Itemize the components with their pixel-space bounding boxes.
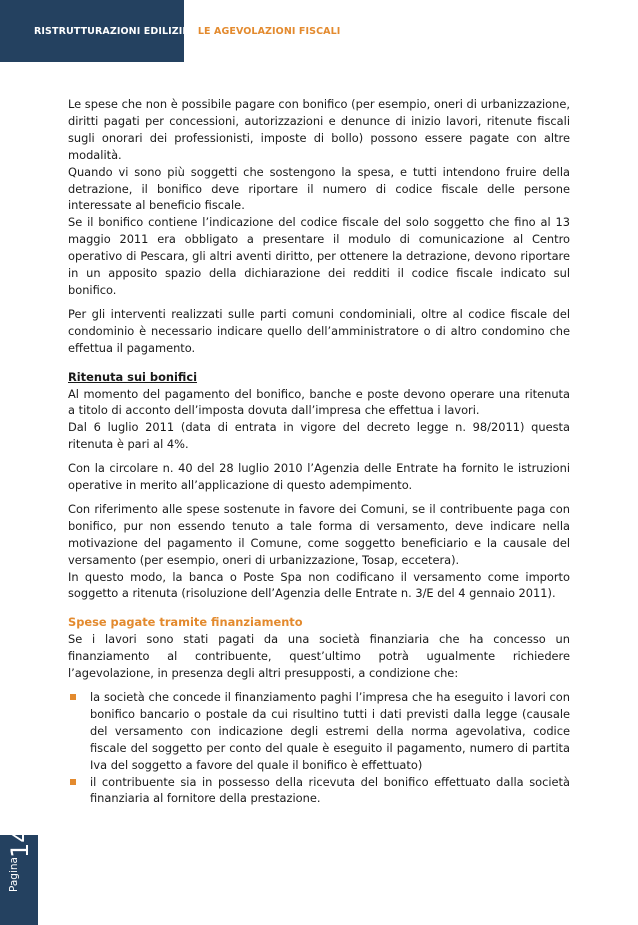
section-heading-spese: Spese pagate tramite finanziamento: [68, 615, 303, 630]
paragraph: Se i lavori sono stati pagati da una società finanziaria che ha concesso un finanziamento al contribuente, quest’ultimo potrà ugualmente richiedere l’agevolazione, in presenza degli altri presupposti, a condizione che:: [68, 632, 570, 681]
paragraph: Con riferimento alle spese sostenute in favore dei Comuni, se il contribuente paga con bonifico, pur non essendo tenuto a tale forma di versamento, deve indicare nella motivazione del pagamento il Comune, come soggetto beneficiario e la causale del versamento (per esempio, oneri di urbanizzazione, Tosap, eccetera).: [68, 501, 570, 567]
page-content: [68, 96, 570, 807]
running-header: [34, 26, 340, 38]
paragraph: Quando vi sono più soggetti che sostengono la spesa, e tutti intendono fruire della detrazione, il bonifico deve riportare il numero di codice fiscale delle persone interessate al beneficio fiscale.: [68, 164, 570, 213]
paragraph: Dal 6 luglio 2011 (data di entrata in vigore del decreto legge n. 98/2011) questa ritenuta è pari al 4%.: [68, 420, 570, 452]
list-item: il contribuente sia in possesso della ricevuta del bonifico effettuato dalla società finanziaria al fornitore della prestazione.: [68, 774, 570, 808]
square-bullet-icon: [70, 694, 76, 700]
paragraph: Con la circolare n. 40 del 28 luglio 2010 l’Agenzia delle Entrate ha fornito le istruzioni operative in merito all’applicazione di questo adempimento.: [68, 461, 570, 493]
paragraph: Se il bonifico contiene l’indicazione del codice fiscale del solo soggetto che fino al 13 maggio 2011 era obbligato a presentare il modulo di comunicazione al Centro operativo di Pescara, gli altri aventi diritto, per ottenere la detrazione, devono riportare in un apposito spazio della dichiarazione dei redditi il codice fiscale indicato sul bonifico.: [68, 215, 570, 297]
paragraph: Le spese che non è possibile pagare con bonifico (per esempio, oneri di urbanizzazione, diritti pagati per concessioni, autorizzazioni e denunce di inizio lavori, ritenute fiscali sugli onorari dei professionisti, imposte di bollo) possono essere pagate con altre modalità.: [68, 97, 570, 162]
page-label: Pagina: [8, 857, 20, 892]
header-title-sub: LE AGEVOLAZIONI FISCALI: [197, 26, 341, 37]
paragraph: Al momento del pagamento del bonifico, banche e poste devono operare una ritenuta a titolo di acconto dell’imposta dovuta dall’impresa che effettua i lavori.: [68, 386, 570, 418]
paragraph: Per gli interventi realizzati sulle parti comuni condominiali, oltre al codice fiscale del condominio è necessario indicare quello dell’amministratore o di altro condomino che effettua il pagamento.: [68, 306, 570, 355]
section-heading-ritenuta: Ritenuta sui bonifici: [68, 369, 198, 384]
list-item: la società che concede il finanziamento paghi l’impresa che ha eseguito i lavori con bonifico bancario o postale da cui risultino tutti i dati previsti dalla legge (causale del versamento con indicazione degli estremi della norma agevolativa, codice fiscale del soggetto per conto del quale è eseguito il pagamento, numero di partita Iva del soggetto a favore del quale il bonifico è effettuato): [68, 689, 570, 774]
paragraph: In questo modo, la banca o Poste Spa non codificano il versamento come importo soggetto a ritenuta (risoluzione dell’Agenzia delle Entrate n. 3/E del 4 gennaio 2011).: [68, 569, 570, 601]
header-title-main: RISTRUTTURAZIONI EDILIZIE:: [34, 26, 193, 37]
square-bullet-icon: [70, 779, 76, 785]
page-number: 14: [6, 827, 34, 858]
bullet-list: [68, 689, 570, 807]
